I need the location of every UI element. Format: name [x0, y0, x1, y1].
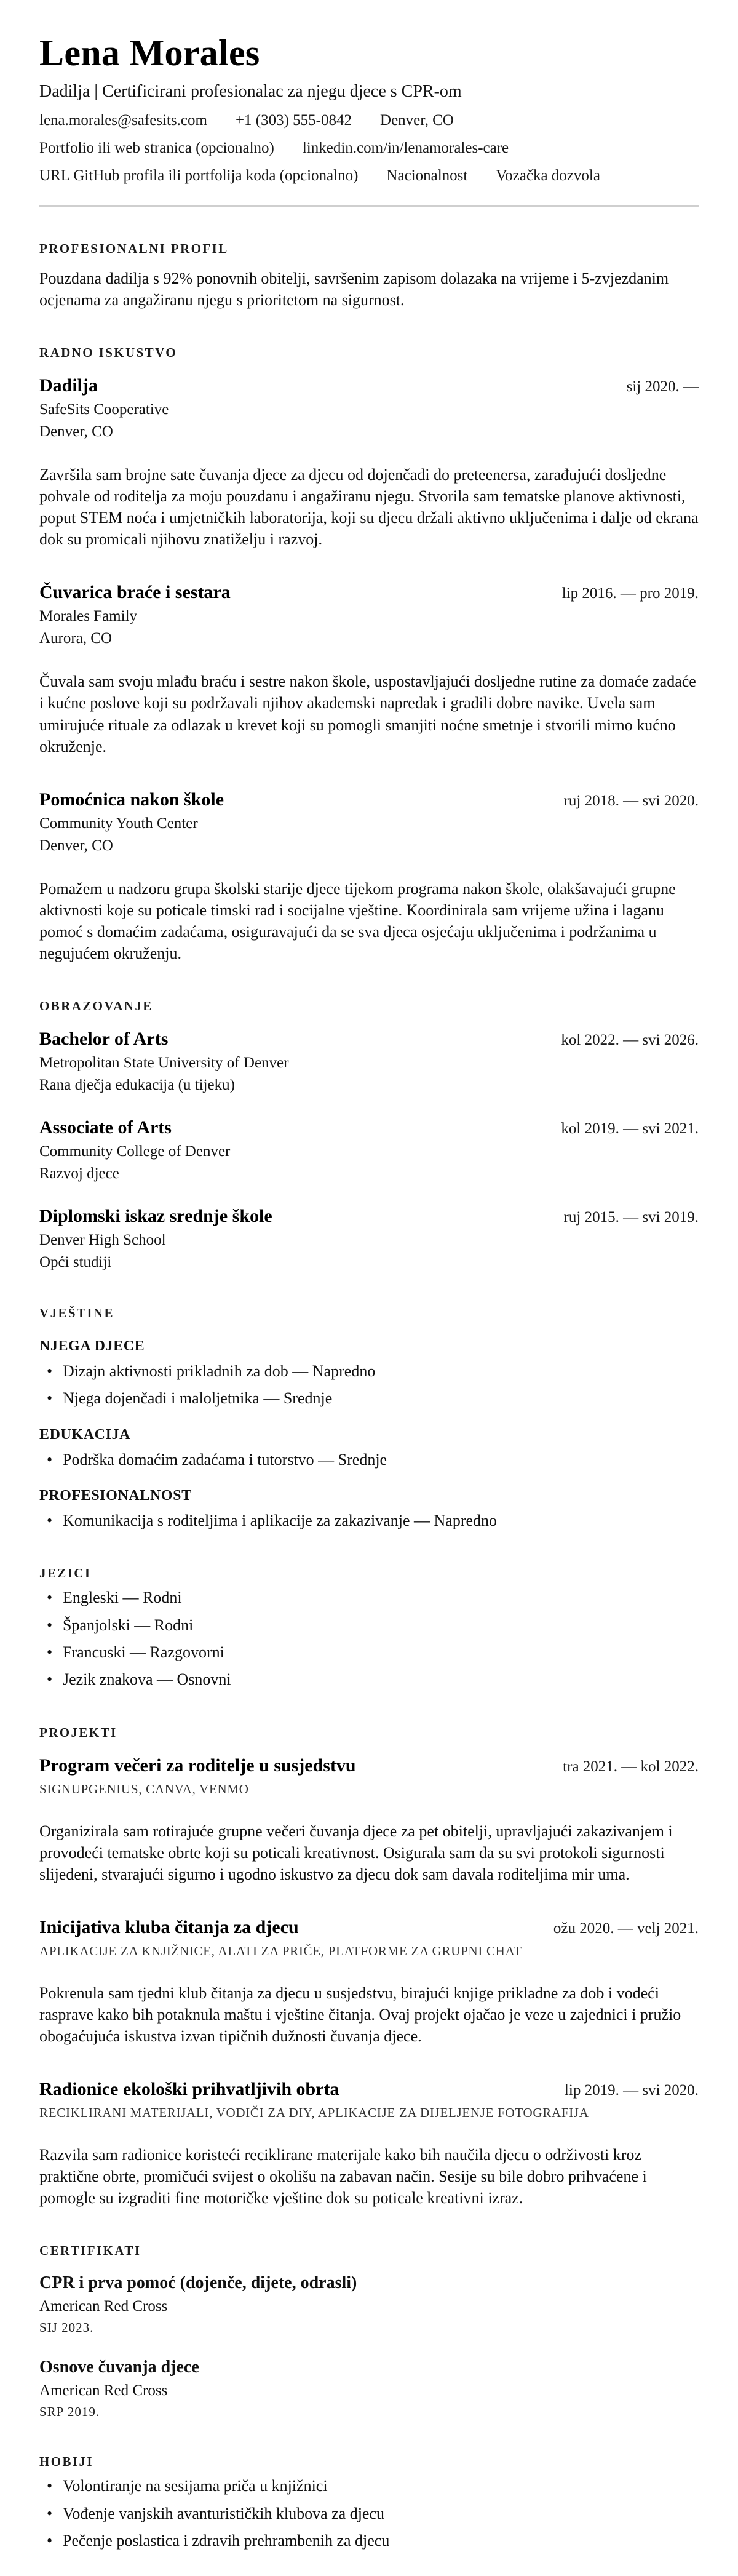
project-entry — [39, 2079, 699, 2209]
certificate-date: SRP 2019. — [39, 2404, 100, 2420]
job-description: Završila sam brojne sate čuvanja djece za djecu od dojenčadi do preteenersa, zarađujući dosljedne pohvale od roditelja za moju pouzdanu i angažiranu njegu. Stvorila sam tematske planove aktivnosti, poput STEM noća i umjetničkih laboratorija, koji su djecu držali aktivno uključenima i dalje od ekrana dok su promicali njihovu znatiželju i razvoj. — [39, 465, 699, 549]
project-title: Radionice ekološki prihvatljivih obrta — [39, 2079, 339, 2100]
section-heading-languages: JEZICI — [39, 1566, 92, 1581]
skill-item: • Njega dojenčadi i maloljetnika — Srednje — [39, 1388, 699, 1409]
job-header — [39, 789, 699, 810]
education-school: Community College of Denver — [39, 1143, 231, 1160]
job-entry — [39, 582, 699, 757]
job-location: Aurora, CO — [39, 630, 113, 647]
section-heading-education: OBRAZOVANJE — [39, 999, 153, 1014]
certificate-entry — [39, 2358, 699, 2420]
section-heading-skills: VJEŠTINE — [39, 1306, 114, 1321]
education-school: Metropolitan State University of Denver — [39, 1055, 289, 1072]
education-dates: kol 2019. — svi 2021. — [561, 1120, 699, 1138]
project-description: Razvila sam radionice koristeći reciklirane materijale kako bih naučila djecu o održivosti kroz praktične obrte, promičući svijest o okolišu na zabavan način. Sesije su bile dobro prihvaćene i pomogle su izgraditi fine motoričke vještine dok su poticale kreativni izraz. — [39, 2146, 647, 2207]
hobby-list — [39, 2476, 699, 2551]
project-tools: APLIKACIJE ZA KNJIŽNICE, ALATI ZA PRIČE, PLATFORME ZA GRUPNI CHAT — [39, 1943, 522, 1958]
education-field: Rana dječja edukacija (u tijeku) — [39, 1077, 235, 1094]
education-degree: Associate of Arts — [39, 1117, 172, 1138]
contact-row-primary — [39, 112, 699, 129]
language-item: • Francuski — Razgovorni — [39, 1642, 699, 1663]
section-heading-experience: RADNO ISKUSTVO — [39, 345, 177, 360]
skill-list — [39, 1361, 699, 1410]
project-dates: ožu 2020. — velj 2021. — [553, 1920, 699, 1937]
job-company: Community Youth Center — [39, 815, 198, 832]
education-dates: ruj 2015. — svi 2019. — [563, 1209, 699, 1226]
section-skills — [39, 1306, 699, 1531]
hobby-item: • Vođenje vanjskih avanturističkih klubova za djecu — [39, 2503, 699, 2524]
section-hobbies — [39, 2454, 699, 2551]
job-company: Morales Family — [39, 608, 138, 625]
project-header — [39, 1755, 699, 1776]
portfolio-link[interactable]: Portfolio ili web stranica (opcionalno) — [39, 139, 274, 156]
job-title: Čuvarica braće i sestara — [39, 582, 231, 603]
job-header — [39, 582, 699, 603]
language-item: • Engleski — Rodni — [39, 1587, 699, 1608]
skill-group-title: NJEGA DJECE — [39, 1338, 145, 1355]
education-degree: Diplomski iskaz srednje škole — [39, 1206, 272, 1227]
certificate-date: SIJ 2023. — [39, 2320, 94, 2335]
language-item: • Jezik znakova — Osnovni — [39, 1669, 699, 1690]
job-company: SafeSits Cooperative — [39, 401, 169, 418]
project-tools: RECIKLIRANI MATERIJALI, VODIČI ZA DIY, APLIKACIJE ZA DIJELJENJE FOTOGRAFIJA — [39, 2105, 589, 2121]
section-professional-profile — [39, 241, 699, 311]
education-dates: kol 2022. — svi 2026. — [561, 1032, 699, 1049]
job-header — [39, 375, 699, 396]
section-certificates — [39, 2243, 699, 2420]
project-header — [39, 1917, 699, 1938]
contact-row-secondary — [39, 140, 699, 157]
linkedin-link[interactable]: linkedin.com/in/lenamorales-care — [302, 139, 509, 156]
profile-summary: Pouzdana dadilja s 92% ponovnih obitelji, savršenim zapisom dolazaka na vrijeme i 5-zvjezdanim ocjenama za angažiranu njegu s prioritetom na sigurnost. — [39, 269, 669, 309]
location-text: Denver, CO — [380, 111, 454, 129]
project-dates: lip 2019. — svi 2020. — [564, 2082, 699, 2099]
education-header — [39, 1029, 699, 1050]
candidate-tagline: Dadilja | Certificirani profesionalac za njegu djece s CPR-om — [39, 81, 462, 101]
education-entry — [39, 1117, 699, 1182]
contact-row-tertiary — [39, 167, 699, 185]
skill-item: • Dizajn aktivnosti prikladnih za dob — Napredno — [39, 1361, 699, 1382]
certificate-name: Osnove čuvanja djece — [39, 2358, 199, 2377]
education-entry — [39, 1029, 699, 1094]
skill-list — [39, 1510, 699, 1531]
project-header — [39, 2079, 699, 2100]
skill-item: • Podrška domaćim zadaćama i tutorstvo — Srednje — [39, 1449, 699, 1470]
project-entry — [39, 1917, 699, 2047]
education-field: Opći studiji — [39, 1254, 112, 1271]
job-title: Dadilja — [39, 375, 98, 396]
nationality-text: Nacionalnost — [386, 167, 468, 184]
email-link[interactable]: lena.morales@safesits.com — [39, 111, 207, 129]
driving-license-text: Vozačka dozvola — [496, 167, 600, 184]
skill-list — [39, 1449, 699, 1470]
job-dates: lip 2016. — pro 2019. — [561, 585, 699, 602]
section-heading-hobbies: HOBIJI — [39, 2454, 93, 2470]
hobby-item: • Volontiranje na sesijama priča u knjižnici — [39, 2476, 699, 2497]
github-link[interactable]: URL GitHub profila ili portfolija koda (opcionalno) — [39, 167, 359, 184]
education-header — [39, 1206, 699, 1227]
job-location: Denver, CO — [39, 423, 113, 440]
job-dates: sij 2020. — — [626, 378, 699, 395]
certificate-issuer: American Red Cross — [39, 2298, 168, 2315]
candidate-name: Lena Morales — [39, 33, 260, 73]
certificate-name: CPR i prva pomoć (dojenče, dijete, odrasli) — [39, 2273, 357, 2293]
project-title: Program večeri za roditelje u susjedstvu — [39, 1755, 356, 1776]
header-divider — [39, 205, 699, 207]
job-description: Čuvala sam svoju mlađu braću i sestre nakon škole, uspostavljajući dosljedne rutine za domaće zadaće i kućne poslove koji su podržavali njihov akademski napredak i gradili dobre navike. Uvela sam umirujuće rituale za odlazak u krevet koji su pomogli smanjiti noćne smetnje i stvorili mirno kućno okruženje. — [39, 672, 696, 756]
project-description: Organizirala sam rotirajuće grupne večeri čuvanja djece za pet obitelji, upravljajući zakazivanjem i provodeći tematske obrte koji su poticali kreativnost. Osigurala sam da su svi protokoli sigurnosti slijedeni, stvarajući sigurno i ugodno iskustvo za djecu dok sam davala roditeljima mir uma. — [39, 1822, 673, 1883]
phone-text: +1 (303) 555-0842 — [235, 111, 352, 129]
section-heading-certificates: CERTIFIKATI — [39, 2243, 141, 2259]
job-entry — [39, 789, 699, 964]
section-projects — [39, 1725, 699, 2209]
resume-header — [39, 33, 699, 207]
language-list — [39, 1587, 699, 1690]
project-description: Pokrenula sam tjedni klub čitanja za djecu u susjedstvu, birajući knjige prikladne za dob i vodeći rasprave kako bih potaknula maštu i vještine čitanja. Ovaj projekt ojačao je veze u zajednici i pružio obogaćujuća iskustva izvan tipičnih dužnosti čuvanja djece. — [39, 1984, 681, 2046]
section-heading-profile: PROFESIONALNI PROFIL — [39, 241, 229, 256]
project-dates: tra 2021. — kol 2022. — [563, 1758, 699, 1775]
project-entry — [39, 1755, 699, 1885]
certificate-issuer: American Red Cross — [39, 2382, 168, 2399]
skill-item: • Komunikacija s roditeljima i aplikacije za zakazivanje — Napredno — [39, 1510, 699, 1531]
education-school: Denver High School — [39, 1232, 166, 1249]
section-education — [39, 999, 699, 1271]
section-languages — [39, 1566, 699, 1690]
education-entry — [39, 1206, 699, 1271]
skill-group-title: EDUKACIJA — [39, 1426, 131, 1443]
job-location: Denver, CO — [39, 837, 113, 854]
education-header — [39, 1117, 699, 1138]
job-dates: ruj 2018. — svi 2020. — [563, 792, 699, 809]
skill-group-title: PROFESIONALNOST — [39, 1488, 192, 1504]
education-degree: Bachelor of Arts — [39, 1029, 169, 1050]
section-work-experience — [39, 345, 699, 964]
education-field: Razvoj djece — [39, 1165, 119, 1182]
section-heading-projects: PROJEKTI — [39, 1725, 117, 1740]
project-tools: SIGNUPGENIUS, CANVA, VENMO — [39, 1781, 249, 1796]
job-title: Pomoćnica nakon škole — [39, 789, 224, 810]
hobby-item: • Pečenje poslastica i zdravih prehrambenih za djecu — [39, 2530, 699, 2551]
project-title: Inicijativa kluba čitanja za djecu — [39, 1916, 299, 1937]
certificate-entry — [39, 2273, 699, 2335]
job-description: Pomažem u nadzoru grupa školski starije djece tijekom programa nakon škole, olakšavajući grupne aktivnosti koje su poticale timski rad i socijalne vještine. Koordinirala sam vrijeme užina i laganu pomoć s domaćim zadaćama, osiguravajući da se sva djeca osjećaju uključenima i podržanima u negujućem okruženju. — [39, 879, 676, 963]
language-item: • Španjolski — Rodni — [39, 1615, 699, 1636]
job-entry — [39, 375, 699, 550]
